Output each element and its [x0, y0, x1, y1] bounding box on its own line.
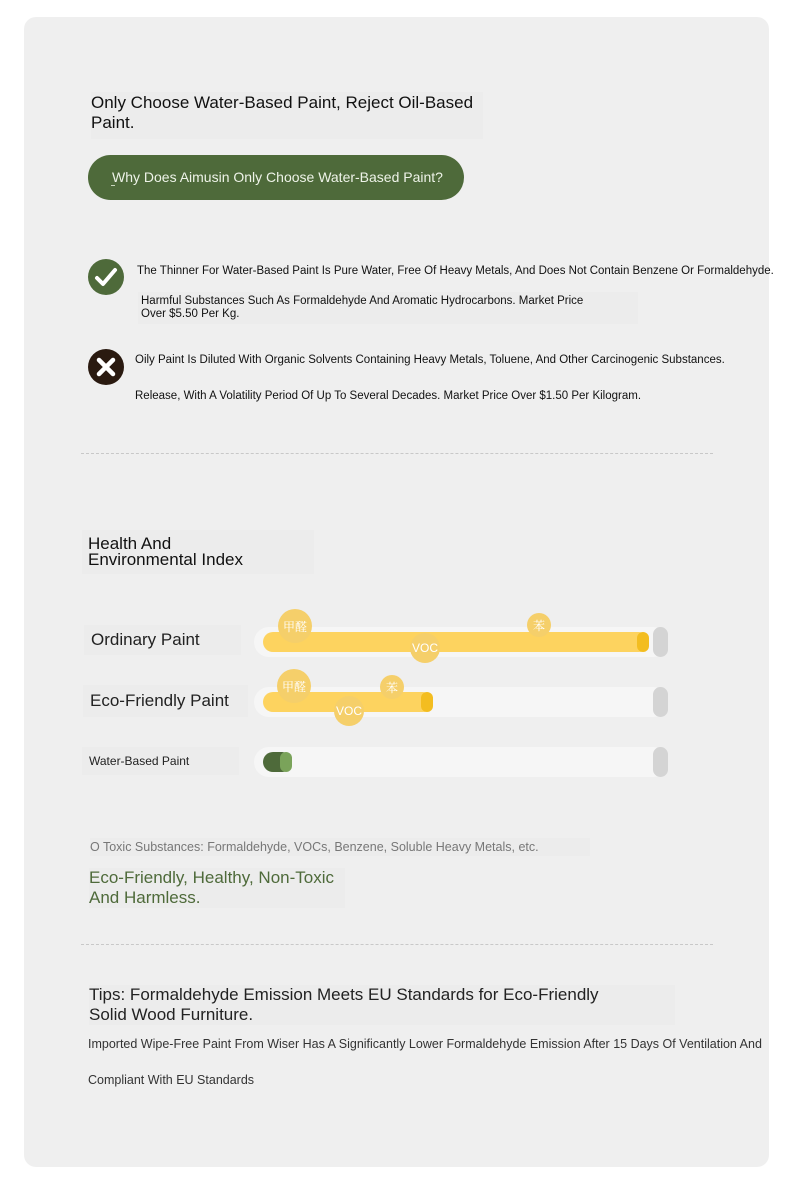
why-water-based-button[interactable] — [88, 155, 464, 200]
water-line-3: Over $5.50 Per Kg. — [141, 308, 240, 320]
oil-line-1: Oily Paint Is Diluted With Organic Solvents Containing Heavy Metals, Toluene, And Other Carcinogenic Substances. — [135, 354, 725, 366]
eco-friendly-paint-bar — [254, 679, 668, 718]
water-based-paint-label: Water-Based Paint — [82, 747, 239, 775]
why-water-based-label: Why Does Aimusin Only Choose Water-Based Paint? — [112, 169, 443, 185]
fill-end — [637, 632, 649, 652]
water-based-paint-fill — [263, 752, 292, 772]
tips-line-2: Compliant With EU Standards — [88, 1073, 255, 1087]
water-line-1: The Thinner For Water-Based Paint Is Pure Water, Free Of Heavy Metals, And Does Not Contain Benzene Or Formaldehyde. — [137, 265, 774, 277]
fill-end — [280, 752, 292, 772]
ordinary-paint-bar — [254, 618, 668, 657]
fill-end — [421, 692, 433, 712]
track-cap — [653, 687, 668, 717]
formaldehyde-bubble: 甲醛 — [277, 669, 311, 703]
benzene-bubble: 苯 — [527, 613, 551, 637]
ordinary-paint-fill — [263, 632, 649, 652]
section-divider-2 — [81, 944, 713, 945]
health-index-title: Health And Environmental Index — [82, 530, 314, 574]
toxic-substances-note: O Toxic Substances: Formaldehyde, VOCs, Benzene, Soluble Heavy Metals, etc. — [90, 838, 590, 856]
page-title: Only Choose Water-Based Paint, Reject Oil-Based Paint. — [91, 92, 483, 139]
section-divider-1 — [81, 453, 713, 454]
water-based-paint-bar — [254, 747, 668, 777]
tips-title: Tips: Formaldehyde Emission Meets EU Standards for Eco-Friendly Solid Wood Furniture. — [89, 985, 675, 1025]
ordinary-paint-label: Ordinary Paint — [84, 625, 241, 655]
formaldehyde-bubble: 甲醛 — [278, 609, 312, 643]
water-detail-box — [138, 292, 638, 324]
cross-icon — [88, 349, 124, 385]
benzene-bubble: 苯 — [380, 675, 404, 699]
oil-line-2: Release, With A Volatility Period Of Up To Several Decades. Market Price Over $1.50 Per Kilogram. — [135, 390, 642, 402]
pill-decoration — [111, 185, 115, 186]
eco-friendly-paint-label: Eco-Friendly Paint — [83, 685, 248, 717]
voc-bubble: VOC — [334, 696, 364, 726]
track-cap — [653, 747, 668, 777]
check-icon — [88, 259, 124, 295]
water-line-2: Harmful Substances Such As Formaldehyde And Aromatic Hydrocarbons. Market Price — [141, 295, 584, 307]
tips-line-1: Imported Wipe-Free Paint From Wiser Has A Significantly Lower Formaldehyde Emission After 15 Days Of Ventilation And — [88, 1037, 762, 1051]
voc-bubble: VOC — [410, 633, 440, 663]
eco-friendly-title: Eco-Friendly, Healthy, Non-Toxic And Harmless. — [89, 868, 345, 908]
track-cap — [653, 627, 668, 657]
